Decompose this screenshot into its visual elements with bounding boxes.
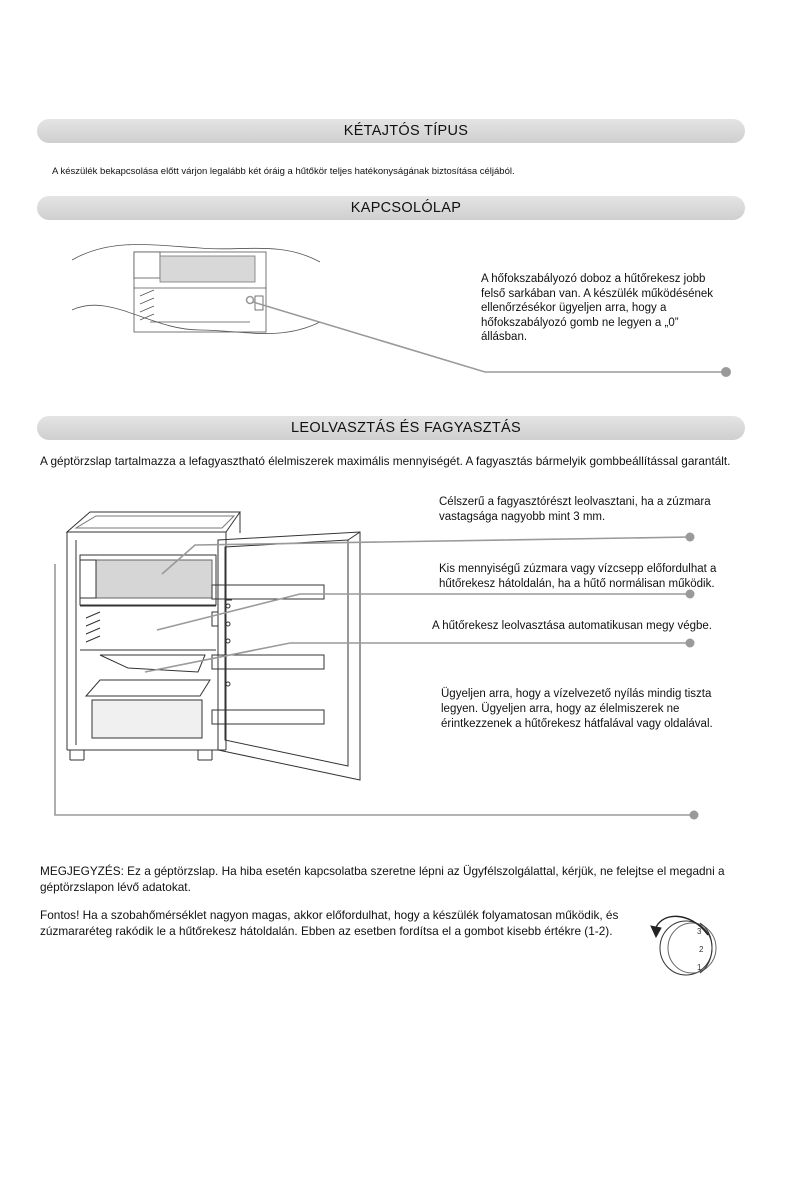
- callout-drain-hole: Ügyeljen arra, hogy a vízelvezető nyílás mindig tiszta legyen. Ügyeljen arra, hogy az élelmiszerek ne érintkezzenek a hűtőrekesz hátfalával vagy oldalával.: [441, 688, 713, 730]
- fridge-drawing: [67, 512, 360, 780]
- note-paragraph: MEGJEGYZÉS: Ez a géptörzslap. Ha hiba esetén kapcsolatba szeretne lépni az Ügyfélszolgálattal, kérjük, ne felejtse el megadni a géptörzslapon lévő adatokat.: [40, 864, 725, 894]
- heading-defrost: LEOLVASZTÁS ÉS FAGYASZTÁS: [37, 416, 745, 440]
- important-paragraph: Fontos! Ha a szobahőmérséklet nagyon magas, akkor előfordulhat, hogy a készülék folyamatosan működik, és zúzmararéteg rakódik le a hűtőrekesz hátoldalán. Ebben az esetben fordítsa el a gombot kisebb értékre (1-2).: [40, 908, 619, 938]
- leader-dots: [686, 533, 699, 820]
- dial-mark-3: 3: [697, 927, 702, 936]
- defrost-intro: A géptörzslap tartalmazza a lefagyasztható élelmiszerek maximális mennyiségét. A fagyasztás bármelyik gombbeállítással garantált.: [40, 454, 731, 468]
- callout-freezer-defrost: Célszerű a fagyasztórészt leolvasztani, ha a zúzmara vastagsága nagyobb mint 3 mm.: [439, 496, 711, 523]
- panel-leader-dot: [721, 367, 731, 377]
- control-panel-sketch: [72, 245, 320, 334]
- type-note: A készülék bekapcsolása előtt várjon legalább két óráig a hűtőkör teljes hatékonyságának biztosítása céljából.: [52, 166, 515, 177]
- panel-leader-line: [247, 297, 727, 373]
- heading-panel: KAPCSOLÓLAP: [37, 196, 745, 220]
- callout-auto-defrost: A hűtőrekesz leolvasztása automatikusan megy végbe.: [432, 620, 712, 632]
- panel-text: A hőfokszabályozó doboz a hűtőrekesz jobb felső sarkában van. A készülék működésének ellenőrzésékor ügyeljen arra, hogy a hőfokszabályozó gomb ne legyen a „0” állásban.: [481, 273, 714, 343]
- dial-mark-2: 2: [699, 945, 704, 954]
- callout-frost-drops: Kis mennyiségű zúzmara vagy vízcsepp előfordulhat a hűtőrekesz hátoldalán, ha a hűtő normálisan működik.: [439, 563, 717, 590]
- thermostat-dial: [651, 916, 716, 975]
- dial-mark-1: 1: [697, 963, 702, 972]
- heading-type: KÉTAJTÓS TÍPUS: [37, 119, 745, 143]
